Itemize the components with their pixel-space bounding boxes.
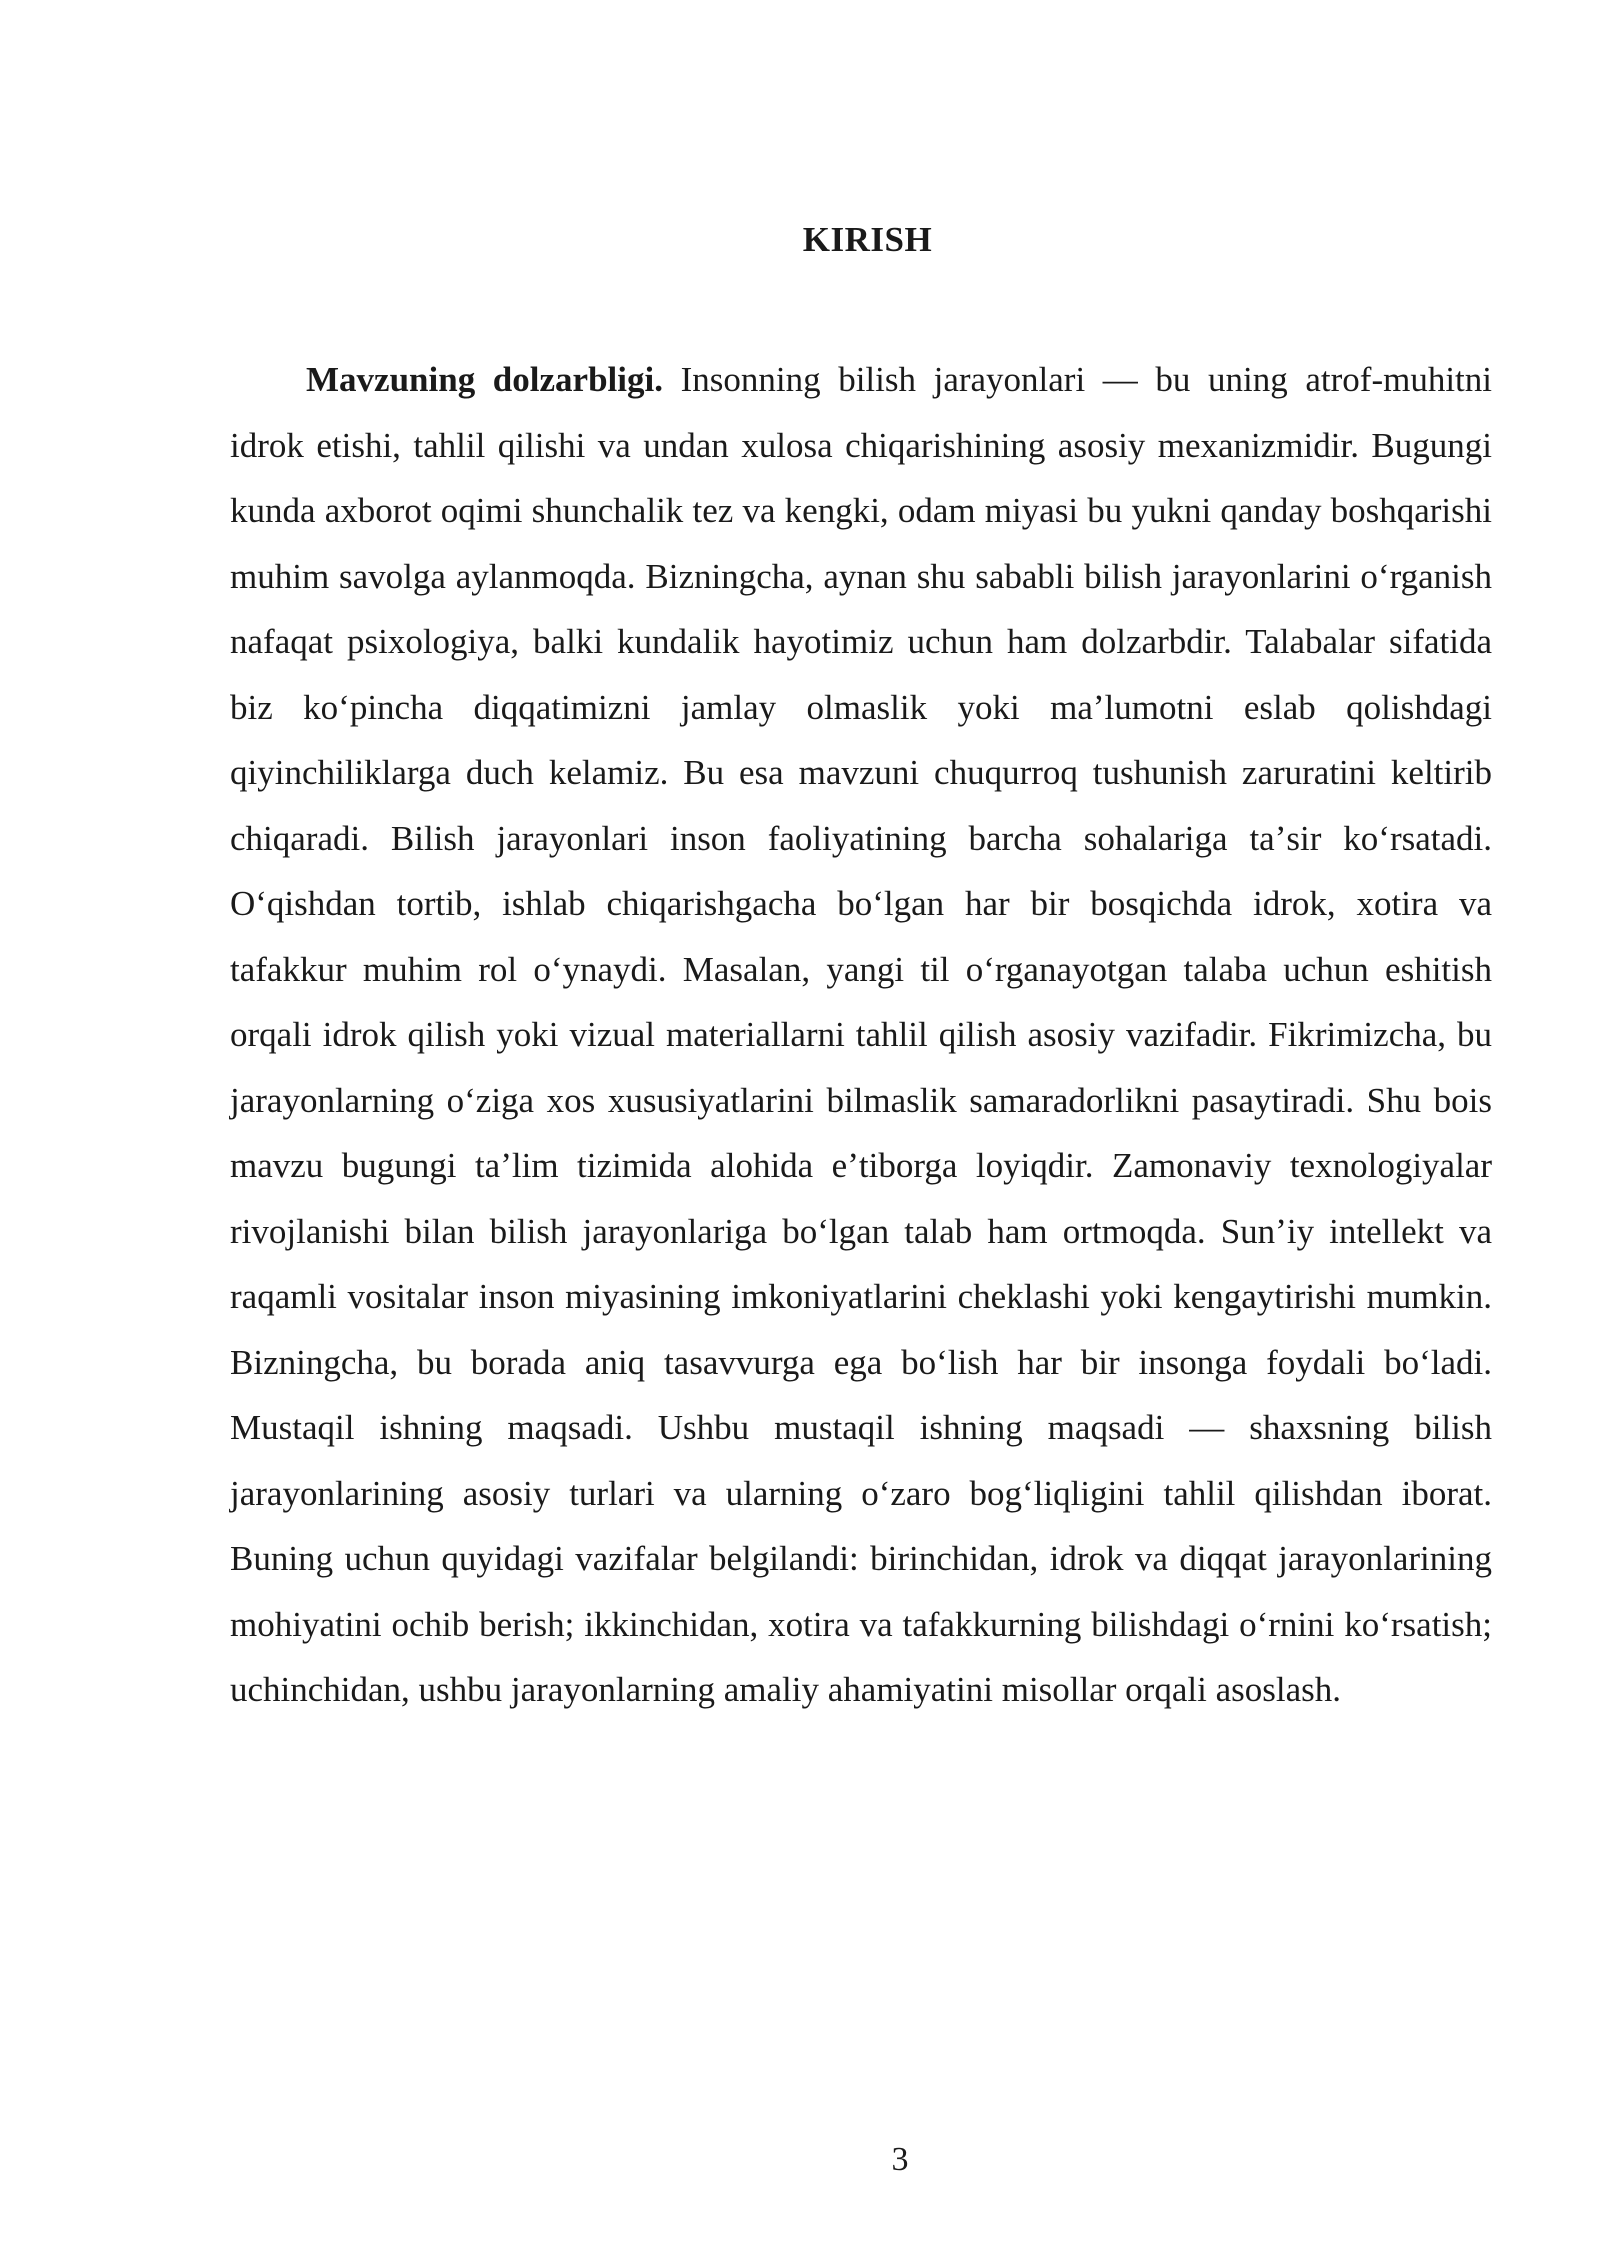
paragraph-lead: Mavzuning dolzarbligi. <box>306 360 663 399</box>
page-number: 3 <box>891 2141 909 2178</box>
paragraph-text: Insonning bilish jarayonlari — bu uning atrof-muhitni idrok etishi, tahlil qilishi va undan xulosa chiqarishining asosiy mexanizmidir. Bugungi kunda axborot oqimi shunchalik tez va kengki, odam miyasi bu yukni qanday boshqarishi muhim savolga aylanmoqda. Bizningcha, aynan shu sababli bilish jarayonlarini oʻrganish nafaqat psixologiya, balki kundalik hayotimiz uchun ham dolzarbdir. Talabalar sifatida biz koʻpincha diqqatimizni jamlay olmaslik yoki maʼlumotni eslab qolishdagi qiyinchiliklarga duch kelamiz. Bu esa mavzuni chuqurroq tushunish zaruratini keltirib chiqaradi. Bilish jarayonlari inson faoliyatining barcha sohalariga taʼsir koʻrsatadi. Oʻqishdan tortib, ishlab chiqarishgacha boʻlgan har bir bosqichda idrok, xotira va tafakkur muhim rol oʻynaydi. Masalan, yangi til oʻrganayotgan talaba uchun eshitish orqali idrok qilish yoki vizual materiallarni tahlil qilish asosiy vazifadir. Fikrimizcha, bu jarayonlarning oʻziga xos xususiyatlarini bilmaslik samaradorlikni pasaytiradi. Shu bois mavzu bugungi taʼlim tizimida alohida eʼtiborga loyiqdir. Zamonaviy texnologiyalar rivojlanishi bilan bilish jarayonlariga boʻlgan talab ham ortmoqda. Sunʼiy intellekt va raqamli vositalar inson miyasining imkoniyatlarini cheklashi yoki kengaytirishi mumkin. Bizningcha, bu borada aniq tasavvurga ega boʻlish har bir insonga foydali boʻladi. Mustaqil ishning maqsadi. Ushbu mustaqil ishning maqsadi — shaxsning bilish jarayonlarining asosiy turlari va ularning oʻzaro bogʻliqligini tahlil qilishdan iborat. Buning uchun quyidagi vazifalar belgilandi: birinchidan, idrok va diqqat jarayonlarining mohiyatini ochib berish; ikkinchidan, xotira va tafakkurning bilishdagi oʻrnini koʻrsatish; uchinchidan, ushbu jarayonlarning amaliy ahamiyatini misollar orqali asoslash. <box>230 360 1492 1709</box>
section-title: KIRISH <box>802 220 933 259</box>
body-paragraph <box>230 347 1492 1723</box>
